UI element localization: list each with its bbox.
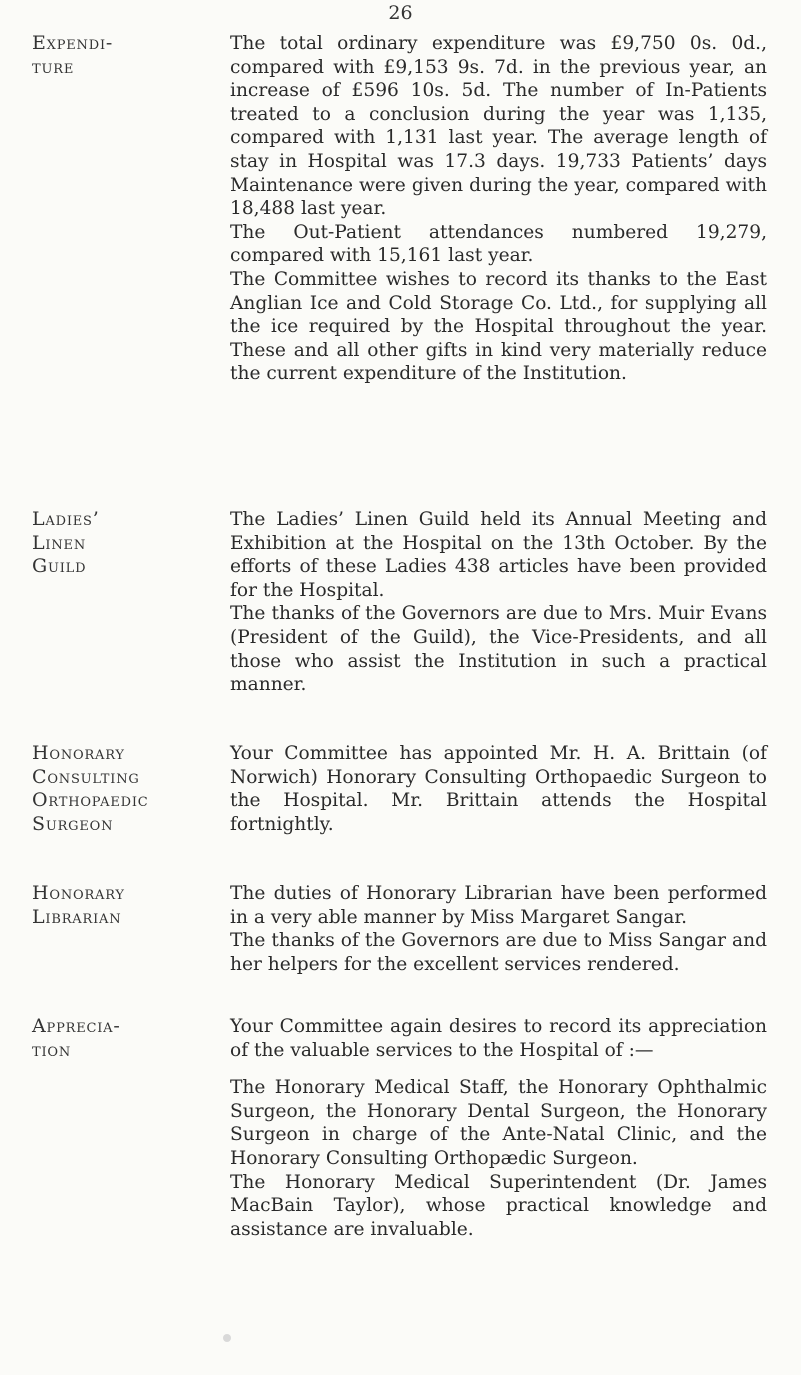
side-heading-expenditure: Expendi- ture [32,32,114,78]
side-heading-appreciation: Apprecia- tion [32,1015,121,1061]
paragraph: The Out-Patient attendances numbered 19,279, compared with 15,161 last year. [230,221,767,267]
paragraph: The duties of Honorary Librarian have been performed in a very able manner by Miss Margaret Sangar. [230,883,767,928]
appreciation-text [230,1015,767,1241]
paragraph: The total ordinary expenditure was £9,750 0s. 0d., compared with £9,153 9s. 7d. in the previous year, an increase of £596 10s. 5d. The number of In-Patients treated to a conclusion during the year was 1,135, compared with 1,131 last year. The average length of stay in Hospital was 17.3 days. 19,733 Patients’ days Maintenance were given during the year, compared with 18,488 last year. [230,33,767,220]
expenditure-text [230,32,767,386]
paragraph: The thanks of the Governors are due to Mrs. Muir Evans (President of the Guild), the Vice-Presidents, and all those who assist the Institution in such a practical manner. [230,603,767,696]
paragraph: Your Committee again desires to record its appreciation of the valuable services to the Hospital of :— [230,1016,767,1061]
honorary-librarian-text [230,882,767,976]
paragraph: The Committee wishes to record its thanks to the East Anglian Ice and Cold Storage Co. Ltd., for supplying all the ice required by the Hospital throughout the year. These and all other gifts in kind very materially reduce the current expenditure of the Institution. [230,268,767,385]
side-heading-ladies-linen-guild: Ladies’ Linen Guild [32,508,100,577]
paragraph: The Honorary Medical Staff, the Honorary Ophthalmic Surgeon, the Honorary Dental Surgeon, the Honorary Surgeon in charge of the Ante-Natal Clinic, and the Honorary Consulting Orthopædic Surgeon. [230,1077,767,1169]
scan-speck [223,1334,231,1342]
paragraph: The Honorary Medical Superintendent (Dr. James MacBain Taylor), whose practical knowledge and assistance are invaluable. [230,1171,767,1240]
side-heading-orthopaedic-surgeon: Honorary Consulting Orthopaedic Surgeon [32,742,149,835]
paragraph: The Ladies’ Linen Guild held its Annual Meeting and Exhibition at the Hospital on the 13th October. By the efforts of these Ladies 438 articles have been provided for the Hospital. [230,509,767,601]
paragraph: Your Committee has appointed Mr. H. A. Brittain (of Norwich) Honorary Consulting Orthopaedic Surgeon to the Hospital. Mr. Brittain attends the Hospital fortnightly. [230,743,767,835]
page-number: 26 [388,2,413,24]
side-heading-honorary-librarian: Honorary Librarian [32,882,125,928]
ladies-linen-guild-text [230,508,767,697]
paragraph: The thanks of the Governors are due to Miss Sangar and her helpers for the excellent services rendered. [230,930,767,975]
orthopaedic-surgeon-text [230,742,767,836]
